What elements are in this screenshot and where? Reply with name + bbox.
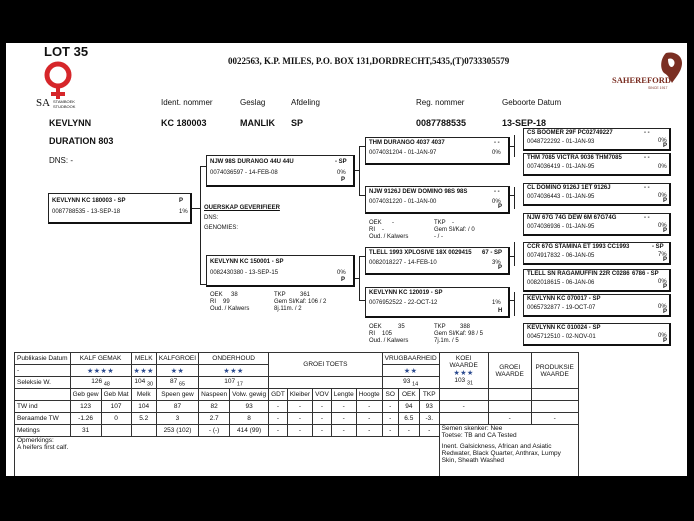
section-header: Afdeling <box>291 98 320 107</box>
ggp-p: P <box>663 338 668 344</box>
ss-name: THM DURANGO 4037 4037 <box>369 140 445 146</box>
animal-name-2: DURATION 803 <box>49 136 114 146</box>
ggp-box <box>523 294 671 317</box>
logo-text-2: STUDBOOK <box>53 104 76 109</box>
cow-value-title: KOEI WAARDE <box>449 354 478 369</box>
maintenance-sel <box>199 377 269 389</box>
tree-line <box>514 135 515 157</box>
maintenance-stars: ★★★ <box>199 365 269 377</box>
cell: 94 <box>398 401 419 413</box>
col-header: Geb gew <box>70 389 101 401</box>
dam-reg: 0082430380 - 13-SEP-15 <box>210 270 279 276</box>
cell: - <box>269 413 288 425</box>
cell: - <box>419 425 439 437</box>
inoculation-note: Inent. Galsickness, African and Asiatic <box>441 443 552 450</box>
cell: -1.26 <box>70 413 101 425</box>
selection-label: Seleksie W. <box>15 377 71 389</box>
fertility-sub: 14 <box>412 381 419 388</box>
col-header: Volw. gewig <box>230 389 269 401</box>
calf-ease-stars: ★★★★ <box>70 365 131 377</box>
cell: 93 <box>230 401 269 413</box>
cell: - <box>287 413 312 425</box>
cell <box>531 401 578 413</box>
sd-oek: - <box>392 220 394 226</box>
cow-value-stars: ★★★ <box>453 369 474 377</box>
sd-ri: - <box>382 227 384 233</box>
ggp-p: P <box>663 143 668 149</box>
cow-value-sel: 103 <box>454 376 466 384</box>
ds-pct: 3% <box>492 260 501 266</box>
dam-gem: Gem Sl/Kaf: 106 / 2 <box>274 299 327 305</box>
cow-value-sub: 31 <box>467 380 474 387</box>
sd-name: NJW 9126J DEW DOMINO 98S 98S <box>369 189 468 195</box>
ss-pct: 0% <box>492 150 501 156</box>
calf-ease-sub: 48 <box>103 381 110 388</box>
col-header: Kleiber <box>287 389 312 401</box>
logo-initials: SA <box>36 97 51 109</box>
sire-reg: 0074036597 - 14-FEB-08 <box>210 170 278 176</box>
sd-pct: 0% <box>492 199 501 205</box>
ggp-section: - - <box>644 215 650 221</box>
ggp-pct: 0% <box>658 138 667 144</box>
ggp-p: P <box>663 228 668 234</box>
cell: - <box>382 413 398 425</box>
ggp-section: - - <box>644 130 650 136</box>
lot-number: LOT 35 <box>44 44 89 59</box>
col-header: Geb Mat <box>101 389 131 401</box>
cell: - <box>313 413 332 425</box>
ggp-reg: 0074036419 - 01-JAN-95 <box>527 164 595 170</box>
ggp-reg: 0074036936 - 01-JAN-95 <box>527 224 595 230</box>
dam-pct: 0% <box>337 270 346 276</box>
col-header: Melk <box>131 389 156 401</box>
cell: - <box>488 413 531 425</box>
sa-studbook-logo <box>36 59 86 109</box>
cell: 414 (99) <box>230 425 269 437</box>
cell: 31 <box>70 425 101 437</box>
dam-oud: 8j.11m. / 2 <box>274 306 302 312</box>
dd-reg: 0076952522 - 22-OCT-12 <box>369 300 438 306</box>
cell: - <box>331 401 356 413</box>
ggp-box <box>523 153 671 176</box>
dam-tkp: 361 <box>300 292 311 298</box>
calf-ease-sel <box>70 377 131 389</box>
ds-name: TLELL 1993 XPLOSIVE 18X 0029415 <box>369 250 472 256</box>
cell: - <box>531 413 578 425</box>
tests-note: Toetse: TB and CA Tested <box>441 432 517 439</box>
sire-sire-box <box>365 137 510 165</box>
sire-pct: 0% <box>337 170 346 176</box>
ggp-pct: 0% <box>658 164 667 170</box>
row-label: TW ind <box>15 401 71 413</box>
sd-tkp: - <box>452 220 454 226</box>
dam-oek-label: OEK <box>210 292 223 298</box>
remarks-text: A heifers first calf. <box>17 444 69 451</box>
col-header: VOV <box>313 389 332 401</box>
cell: - <box>439 401 488 413</box>
cell: - <box>356 425 382 437</box>
cell: -3. <box>419 413 439 425</box>
dd-p: H <box>498 308 503 314</box>
col-header: OEK <box>398 389 419 401</box>
sd-tkp-label: TKP <box>434 220 446 226</box>
cell: 8 <box>230 413 269 425</box>
table-row <box>15 401 579 413</box>
dam-oud-label: Oud. / Kalwers <box>210 306 250 312</box>
cell: 3 <box>156 413 198 425</box>
hereford-since: SINCE 1917 <box>648 86 668 90</box>
cell: 5.2 <box>131 413 156 425</box>
ggp-pct: 0% <box>658 193 667 199</box>
calf-growth-sel <box>156 377 198 389</box>
animal-section: SP <box>291 118 304 128</box>
ggp-pct: 0% <box>658 279 667 285</box>
fertility-index: 93 <box>403 377 411 385</box>
sd-oud: - / - <box>434 234 443 240</box>
animal-sex: MANLIK <box>240 118 275 128</box>
cell: 93 <box>419 401 439 413</box>
ggp-section: 6786 - SP <box>632 271 659 277</box>
calf-growth-header: KALFGROEI <box>156 353 198 365</box>
growth-value-header: GROEI WAARDE <box>488 353 531 389</box>
ss-reg: 0074031204 - 01-JAN-97 <box>369 150 437 156</box>
calf-ease-index: 126 <box>91 377 103 385</box>
sd-p: P <box>498 204 503 210</box>
animal-reg: 0087788535 <box>416 118 467 128</box>
dam-name: KEVLYNN KC 150001 - SP <box>210 259 284 265</box>
calf-growth-sub: 65 <box>179 381 186 388</box>
ggp-section: - SP <box>652 244 664 250</box>
genomics-label: GENOMIES: <box>204 225 239 231</box>
ds-p: P <box>498 265 503 271</box>
production-value-cell <box>531 389 578 401</box>
dd-oek-label: OEK <box>369 324 382 330</box>
maintenance-index: 107 <box>224 377 236 385</box>
subject-box <box>48 193 192 224</box>
cell: - <box>382 425 398 437</box>
cell <box>488 401 531 413</box>
ggp-pct: 0% <box>658 304 667 310</box>
ggp-pct: 7% <box>658 252 667 258</box>
sd-reg: 0074031220 - 01-JAN-00 <box>369 199 437 205</box>
ss-section: - - <box>494 140 500 146</box>
notes-cell <box>439 425 578 477</box>
cell: - <box>398 425 419 437</box>
sire-dam-box <box>365 186 510 214</box>
sex-header: Geslag <box>240 98 266 107</box>
ggp-reg: 0045712510 - 02-NOV-01 <box>527 334 596 340</box>
ggp-box <box>523 323 671 346</box>
ggp-name: TLELL SN RAGAMUFFIN 22R C0286 <box>527 271 630 277</box>
sire-p: P <box>341 177 346 183</box>
ggp-name: THM 7085 VICTRA 9036 THM7085 <box>527 155 622 161</box>
hereford-name: SAHEREFORD <box>612 75 672 85</box>
ggp-name: NJW 67G 74G DEW 6M 67G74G <box>527 215 617 221</box>
milk-header: MELK <box>131 353 156 365</box>
dns-label: DNS: <box>204 215 219 221</box>
cell: - (-) <box>199 425 230 437</box>
tree-line <box>514 187 515 209</box>
ds-section: 67 - SP <box>482 250 503 256</box>
tree-line <box>359 146 360 195</box>
animal-dns: DNS: - <box>49 156 73 165</box>
ds-reg: 0082018227 - 14-FEB-10 <box>369 260 437 266</box>
milk-sub: 30 <box>147 381 154 388</box>
tree-line <box>514 242 515 266</box>
dd-ri-label: RI <box>369 331 375 337</box>
cell: - <box>269 425 288 437</box>
cell: - <box>269 401 288 413</box>
ggp-pct: 0% <box>658 223 667 229</box>
cell: - <box>287 425 312 437</box>
col-header: Hoogte <box>356 389 382 401</box>
dam-sire-box <box>365 247 510 275</box>
tree-line <box>200 166 201 284</box>
dd-pct: 1% <box>492 300 501 306</box>
animal-birth: 13-SEP-18 <box>502 118 547 128</box>
ggp-box <box>523 242 671 265</box>
calf-growth-stars: ★★ <box>156 365 198 377</box>
animal-ident: KC 180003 <box>161 118 207 128</box>
dd-tkp-label: TKP <box>434 324 446 330</box>
sire-section: - SP <box>335 159 347 165</box>
remarks-title: Opmerkings: <box>17 437 54 444</box>
calf-growth-index: 87 <box>169 377 178 385</box>
dam-tkp-label: TKP <box>274 292 286 298</box>
lot-page <box>6 43 687 476</box>
semen-note: Semen skenker: Nee <box>441 425 503 432</box>
cell: - <box>356 413 382 425</box>
sd-gem: Gem Sl/Kaf: / 0 <box>434 227 475 233</box>
subject-pct: 1% <box>179 209 188 215</box>
growth-value-cell <box>488 389 531 401</box>
subject-reg: 0087788535 - 13-SEP-18 <box>52 209 121 215</box>
dd-oek: 35 <box>398 324 405 330</box>
row-label: Metings <box>15 425 71 437</box>
inoculation-note: Redwater, Black Quarter, Anthrax, Lumpy <box>441 450 561 457</box>
ggp-p: P <box>663 284 668 290</box>
sd-ri-label: RI <box>369 227 375 233</box>
animal-name-1: KEVLYNN <box>49 118 92 128</box>
sd-oud-label: Oud. / Kalwers <box>369 234 409 240</box>
row-label: Beraamde TW <box>15 413 71 425</box>
dam-p: P <box>341 277 346 283</box>
ggp-name: CL DOMINO 9126J 1ET 9126J <box>527 185 611 191</box>
cell: - <box>313 401 332 413</box>
ggp-box <box>523 128 671 151</box>
fertility-sel <box>382 377 439 389</box>
birth-header: Geboorte Datum <box>502 98 562 107</box>
ggp-reg: 0082018615 - 06-JAN-06 <box>527 280 595 286</box>
sire-name: NJW 98S DURANGO 44U 44U <box>210 159 294 165</box>
performance-table <box>14 352 579 476</box>
ggp-box <box>523 183 671 206</box>
growth-test-header: GROEI TOETS <box>269 353 383 377</box>
ident-header: Ident. nommer <box>161 98 213 107</box>
dd-gem: Gem Sl/Kaf: 98 / 5 <box>434 331 484 337</box>
col-header: Speen gew <box>156 389 198 401</box>
growth-test-sel <box>269 377 383 389</box>
ggp-pct: 0% <box>658 333 667 339</box>
column-header-row <box>15 389 579 401</box>
ggp-p: P <box>663 198 668 204</box>
milk-sel <box>131 377 156 389</box>
cell: 2.7 <box>199 413 230 425</box>
logo-text-1: STAMBOEK <box>53 99 75 104</box>
ggp-name: CCR 67G STAMINA ET 1993 CC1993 <box>527 244 630 250</box>
ggp-reg: 0074036443 - 01-JAN-95 <box>527 194 595 200</box>
ggp-box <box>523 269 671 292</box>
pub-date-label: Publikasie Datum <box>15 353 71 365</box>
cell: 0 <box>101 413 131 425</box>
cell: 82 <box>199 401 230 413</box>
dam-box <box>206 255 355 287</box>
milk-stars: ★★★ <box>131 365 156 377</box>
cell: - <box>356 401 382 413</box>
ggp-reg: 0074917832 - 06-JAN-05 <box>527 253 595 259</box>
dd-oud: 7j.1m. / 5 <box>434 338 459 344</box>
cell: - <box>287 401 312 413</box>
cell: - <box>313 425 332 437</box>
table-row <box>15 413 579 425</box>
ggp-reg: 0048722292 - 01-JAN-93 <box>527 139 595 145</box>
cell: 104 <box>131 401 156 413</box>
ggp-box <box>523 213 671 236</box>
ggp-reg: 0065732877 - 19-OCT-07 <box>527 305 596 311</box>
subject-name: KEVLYNN KC 180003 - SP <box>52 198 126 204</box>
blank-cell <box>15 389 71 401</box>
maintenance-header: ONDERHOUD <box>199 353 269 365</box>
cell: - <box>382 401 398 413</box>
subject-p: P <box>179 198 184 204</box>
cell: 253 (102) <box>156 425 198 437</box>
dam-dam-box <box>365 287 510 318</box>
sire-box <box>206 155 355 187</box>
ggp-p: P <box>663 309 668 315</box>
col-header: SO <box>382 389 398 401</box>
dd-name: KEVLYNN KC 120019 - SP <box>369 290 443 296</box>
pub-date-value: - <box>15 365 71 377</box>
ggp-name: CS BOOMER 29F PC02749227 <box>527 130 613 136</box>
ggp-p: P <box>663 257 668 263</box>
calf-ease-header: KALF GEMAK <box>70 353 131 365</box>
cell <box>101 425 131 437</box>
tree-line <box>359 256 360 300</box>
dd-tkp: 388 <box>460 324 471 330</box>
cell: 6.5 <box>398 413 419 425</box>
dam-ri: 99 <box>223 299 230 305</box>
remarks-cell <box>15 437 440 477</box>
cell: - <box>331 425 356 437</box>
sa-hereford-logo <box>612 49 686 93</box>
tree-line <box>514 292 515 316</box>
cell: 123 <box>70 401 101 413</box>
ggp-section: - - <box>644 185 650 191</box>
col-header: Lengte <box>331 389 356 401</box>
cell: - <box>331 413 356 425</box>
breeder-address: 0022563, K.P. MILES, P.O. BOX 131,DORDRECHT,5435,(T)0733305579 <box>228 56 510 66</box>
sd-section: - - <box>494 189 500 195</box>
parentage-verified: OUERSKAP GEVERIFIEER <box>204 205 280 211</box>
production-value-header: PRODUKSIE WAARDE <box>531 353 578 389</box>
cell <box>131 425 156 437</box>
ggp-name: KEVLYNN KC 070017 - SP <box>527 296 601 302</box>
cow-value-header <box>439 353 488 389</box>
col-header: TKP <box>419 389 439 401</box>
sd-oek-label: OEK <box>369 220 382 226</box>
maintenance-sub: 17 <box>236 381 243 388</box>
col-header: Naspeen <box>199 389 230 401</box>
dd-ri: 105 <box>382 331 393 337</box>
reg-header: Reg. nommer <box>416 98 465 107</box>
dam-ri-label: RI <box>210 299 216 305</box>
cell: 107 <box>101 401 131 413</box>
dd-oud-label: Oud. / Kalwers <box>369 338 409 344</box>
cow-value-cell <box>439 389 488 401</box>
ggp-section: - - <box>644 155 650 161</box>
dam-oek: 38 <box>231 292 238 298</box>
table-row <box>15 425 579 437</box>
cell: 87 <box>156 401 198 413</box>
fertility-header: VRUGBAARHEID <box>382 353 439 365</box>
col-header: GDT <box>269 389 288 401</box>
inoculation-note: Skin, Sheath Washed <box>441 457 504 464</box>
ggp-name: KEVLYNN KC 010024 - SP <box>527 325 601 331</box>
cell <box>439 413 488 425</box>
fertility-stars: ★★ <box>382 365 439 377</box>
milk-index: 104 <box>134 377 146 385</box>
